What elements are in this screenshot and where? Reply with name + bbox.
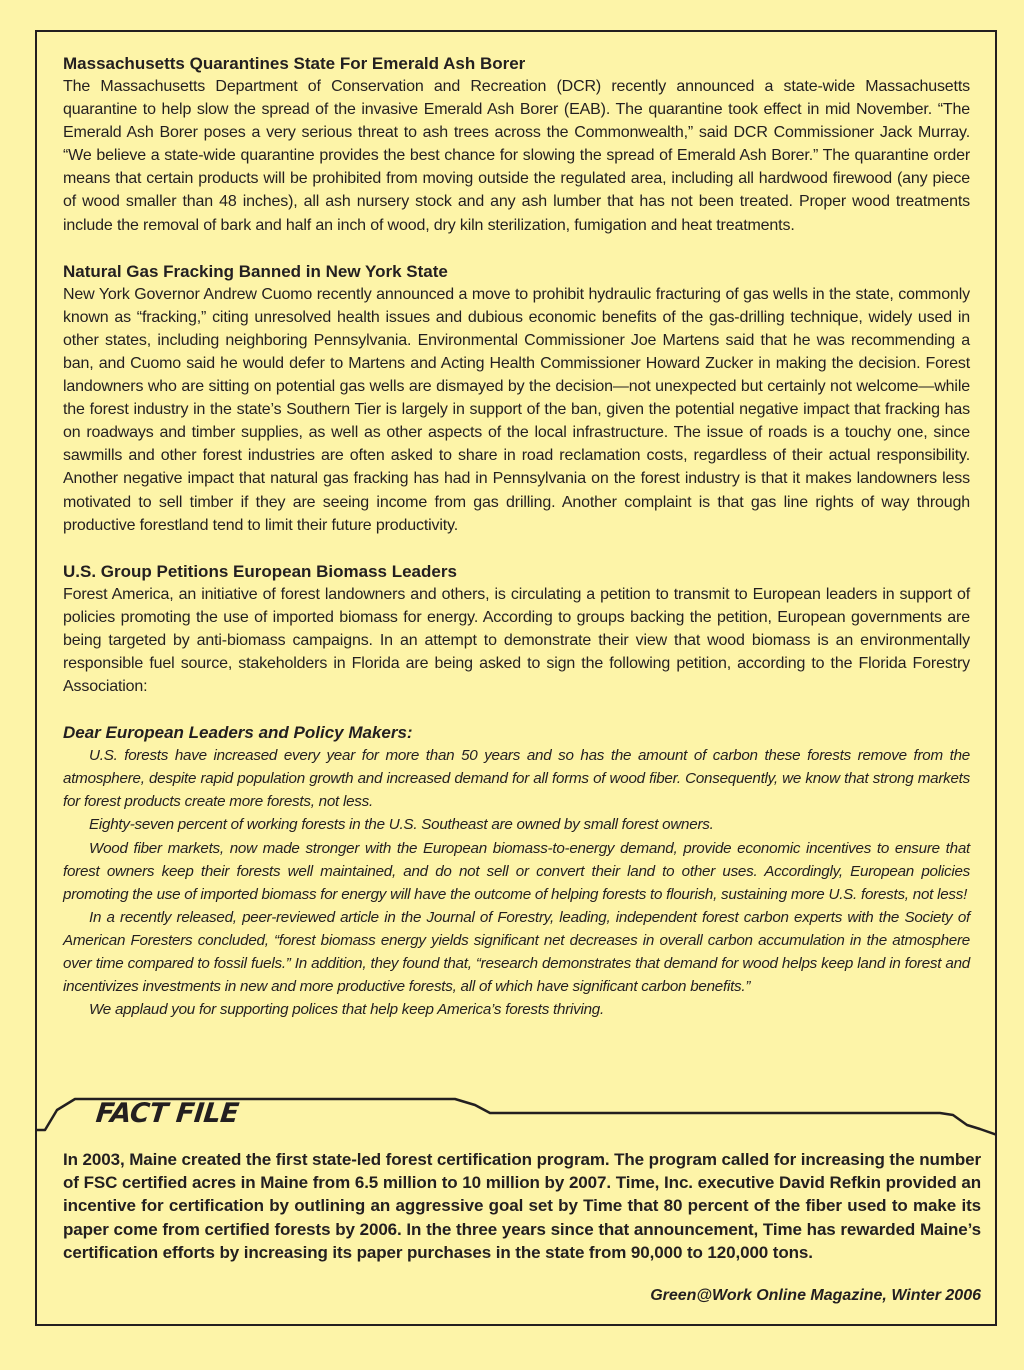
letter-paragraph: U.S. forests have increased every year for more than 50 years and so has the amount of carbon these forests remove from the atmosphere, despite rapid population growth and increased demand for all forms of wood fiber. Consequently, we know that strong markets for forest products create more forests, not less. (63, 747, 970, 811)
main-content (63, 52, 970, 1021)
fact-file-source: Green@Work Online Magazine, Winter 2006 (650, 1287, 981, 1304)
article-biomass-petition (63, 560, 970, 698)
article-emerald-ash-borer (63, 52, 970, 237)
fact-file-body: In 2003, Maine created the first state-led forest certification program. The program called for increasing the number of FSC certified acres in Maine from 6.5 million to 10 million by 2007. Time, Inc. executive David Refkin provided an incentive for certification by outlining an aggressive goal set by Time that 80 percent of the fiber used to make its paper come from certified forests by 2006. In the three years since that announcement, Time has rewarded Maine’s certification efforts by increasing its paper purchases in the state from 90,000 to 120,000 tons. (63, 1150, 981, 1262)
petition-letter (63, 721, 970, 1021)
article-body: New York Governor Andrew Cuomo recently announced a move to prohibit hydraulic fracturing of gas wells in the state, commonly known as “fracking,” citing unresolved health issues and dubious economic benefits of the gas-drilling technique, widely used in other states, including neighboring Pennsylvania. Environmental Commissioner Joe Martens said that he was recommending a ban, and Cuomo said he would defer to Martens and Acting Health Commissioner Howard Zucker in making the decision. Forest landowners who are sitting on potential gas wells are dismayed by the decision—not unexpected but certainly not welcome—while the forest industry in the state’s Southern Tier is largely in support of the ban, given the potential negative impact that fracking has on roadways and timber supplies, as well as other aspects of the local infrastructure. The issue of roads is a touchy one, since sawmills and other forest industries are often asked to share in road reclamation costs, regardless of their actual responsibility. Another negative impact that natural gas fracking has had in Pennsylvania on the forest industry is that it makes landowners less motivated to sell timber if they are seeing income from gas drilling. Another complaint is that gas line rights of way through productive forestland tend to limit their future productivity. (63, 285, 970, 534)
article-title: Natural Gas Fracking Banned in New York State (63, 261, 448, 281)
letter-paragraph: Wood fiber markets, now made stronger with the European biomass-to-energy demand, provide economic incentives to ensure that forest owners keep their forests well maintained, and do not sell or convert their land to other uses. Accordingly, European policies promoting the use of imported biomass for energy will have the outcome of helping forests to flourish, sustaining more U.S. forests, not less! (63, 839, 970, 903)
article-body: The Massachusetts Department of Conservation and Recreation (DCR) recently announced a state-wide Massachusetts quarantine to help slow the spread of the invasive Emerald Ash Borer (EAB). The quarantine took effect in mid November. “The Emerald Ash Borer poses a very serious threat to ash trees across the Commonwealth,” said DCR Commissioner Jack Murray. “We believe a state-wide quarantine provides the best chance for slowing the spread of Emerald Ash Borer.” The quarantine order means that certain products will be prohibited from moving outside the regulated area, including all hardwood firewood (any piece of wood smaller than 48 inches), all ash nursery stock and any ash lumber that has not been treated. Proper wood treatments include the removal of bark and half an inch of wood, dry kiln sterilization, fumigation and heat treatments. (63, 78, 970, 234)
article-title: Massachusetts Quarantines State For Emerald Ash Borer (63, 54, 526, 73)
letter-paragraph: Eighty-seven percent of working forests in the U.S. Southeast are owned by small forest owners. (89, 816, 714, 834)
letter-paragraph: We applaud you for supporting polices that help keep America’s forests thriving. (89, 1001, 604, 1019)
article-body: Forest America, an initiative of forest landowners and others, is circulating a petition to transmit to European leaders in support of policies promoting the use of imported biomass for energy. According to groups backing the petition, European governments are being targeted by anti-biomass campaigns. In an attempt to demonstrate their view that wood biomass is an environmentally responsible fuel source, stakeholders in Florida are being asked to sign the following petition, according to the Florida Forestry Association: (63, 585, 970, 696)
letter-paragraph: In a recently released, peer-reviewed article in the Journal of Forestry, leading, independent forest carbon experts with the Society of American Foresters concluded, “forest biomass energy yields significant net decreases in overall carbon accumulation in the atmosphere over time compared to fossil fuels.” In addition, they found that, “research demonstrates that demand for wood helps keep land in forest and incentivizes investments in new and more productive forests, all of which have significant carbon benefits.” (63, 908, 970, 996)
fact-file-title: FACT FILE (94, 1098, 240, 1129)
article-title: U.S. Group Petitions European Biomass Leaders (63, 561, 457, 581)
letter-salutation: Dear European Leaders and Policy Makers: (63, 723, 413, 743)
article-fracking-ban (63, 260, 970, 537)
